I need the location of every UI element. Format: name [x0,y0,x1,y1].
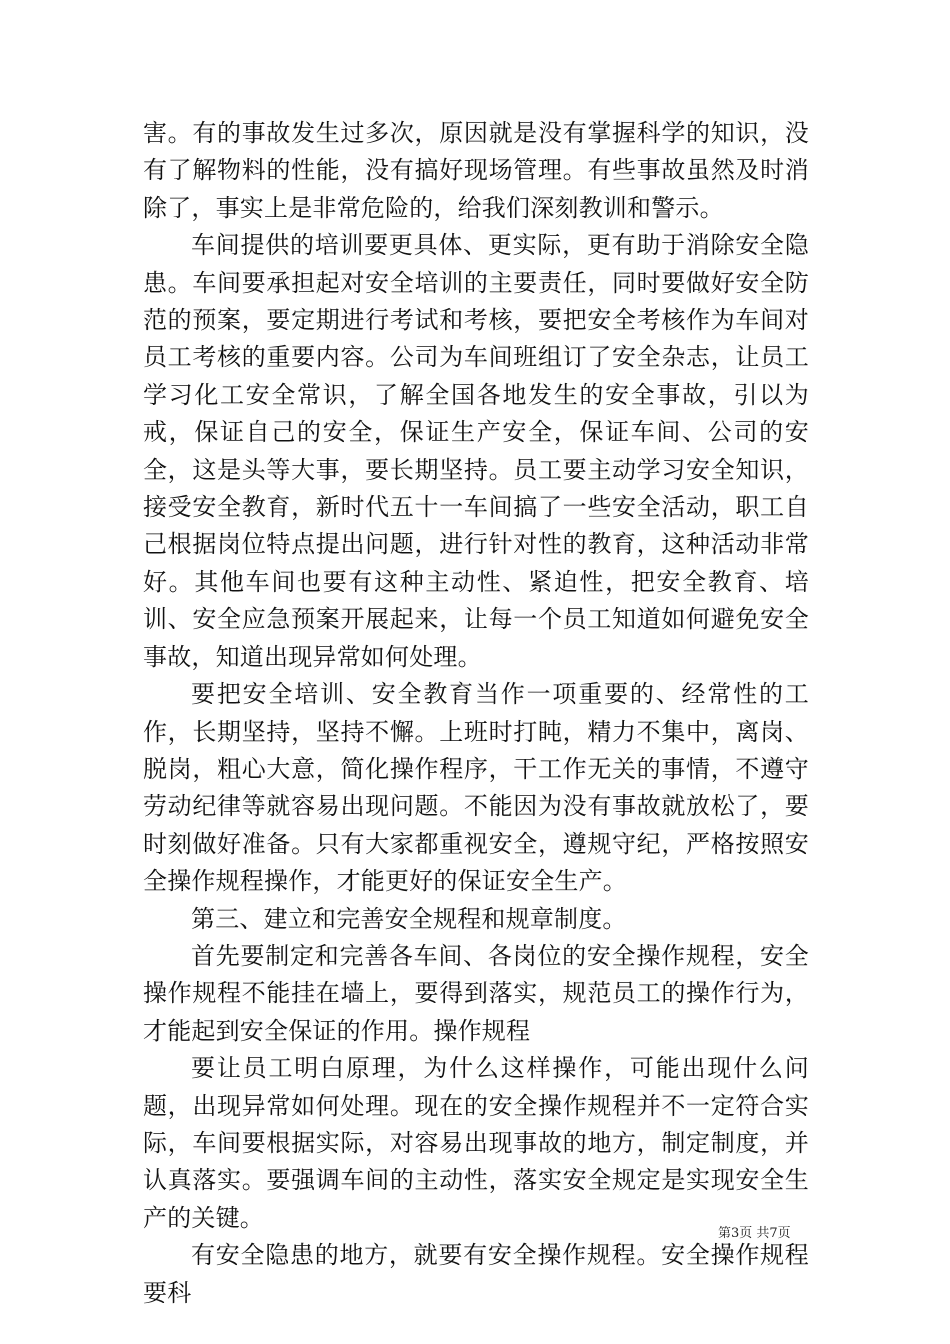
page-number-footer: 第3页 共7页 [718,1226,791,1241]
paragraph-3: 要把安全培训、安全教育当作一项重要的、经常性的工作，长期坚持，坚持不懈。上班时打盹，精力不集中，离岗、脱岗，粗心大意，简化操作程序，干工作无关的事情，不遵守劳动纪律等就容易出现问题。不能因为没有事故就放松了，要时刻做好准备。只有大家都重视安全，遵规守纪，严格按照安全操作规程操作，才能更好的保证安全生产。 [143,680,809,896]
paragraph-1: 害。有的事故发生过多次，原因就是没有掌握科学的知识，没有了解物料的性能，没有搞好现场管理。有些事故虽然及时消除了，事实上是非常危险的，给我们深刻教训和警示。 [143,119,809,222]
document-body [143,115,809,1312]
paragraph-2: 车间提供的培训要更具体、更实际，更有助于消除安全隐患。车间要承担起对安全培训的主要责任，同时要做好安全防范的预案，要定期进行考试和考核，要把安全考核作为车间对员工考核的重要内容。公司为车间班组订了安全杂志，让员工学习化工安全常识，了解全国各地发生的安全事故，引以为戒，保证自己的安全，保证生产安全，保证车间、公司的安全，这是头等大事，要长期坚持。员工要主动学习安全知识，接受安全教育，新时代五十一车间搞了一些安全活动，职工自己根据岗位特点提出问题，进行针对性的教育，这种活动非常好。其他车间也要有这种主动性、紧迫性，把安全教育、培训、安全应急预案开展起来，让每一个员工知道如何避免安全事故，知道出现异常如何处理。 [143,231,809,671]
paragraph-7: 有安全隐患的地方，就要有安全操作规程。安全操作规程要科 [143,1241,809,1307]
paragraph-5: 首先要制定和完善各车间、各岗位的安全操作规程，安全操作规程不能挂在墙上，要得到落实，规范员工的操作行为，才能起到安全保证的作用。操作规程 [143,941,809,1045]
paragraph-6: 要让员工明白原理，为什么这样操作，可能出现什么问题，出现异常如何处理。现在的安全操作规程并不一定符合实际，车间要根据实际，对容易出现事故的地方，制定制度，并认真落实。要强调车间的主动性，落实安全规定是实现安全生产的关键。 [143,1054,809,1232]
paragraph-4-section-heading: 第三、建立和完善安全规程和规章制度。 [191,904,627,933]
